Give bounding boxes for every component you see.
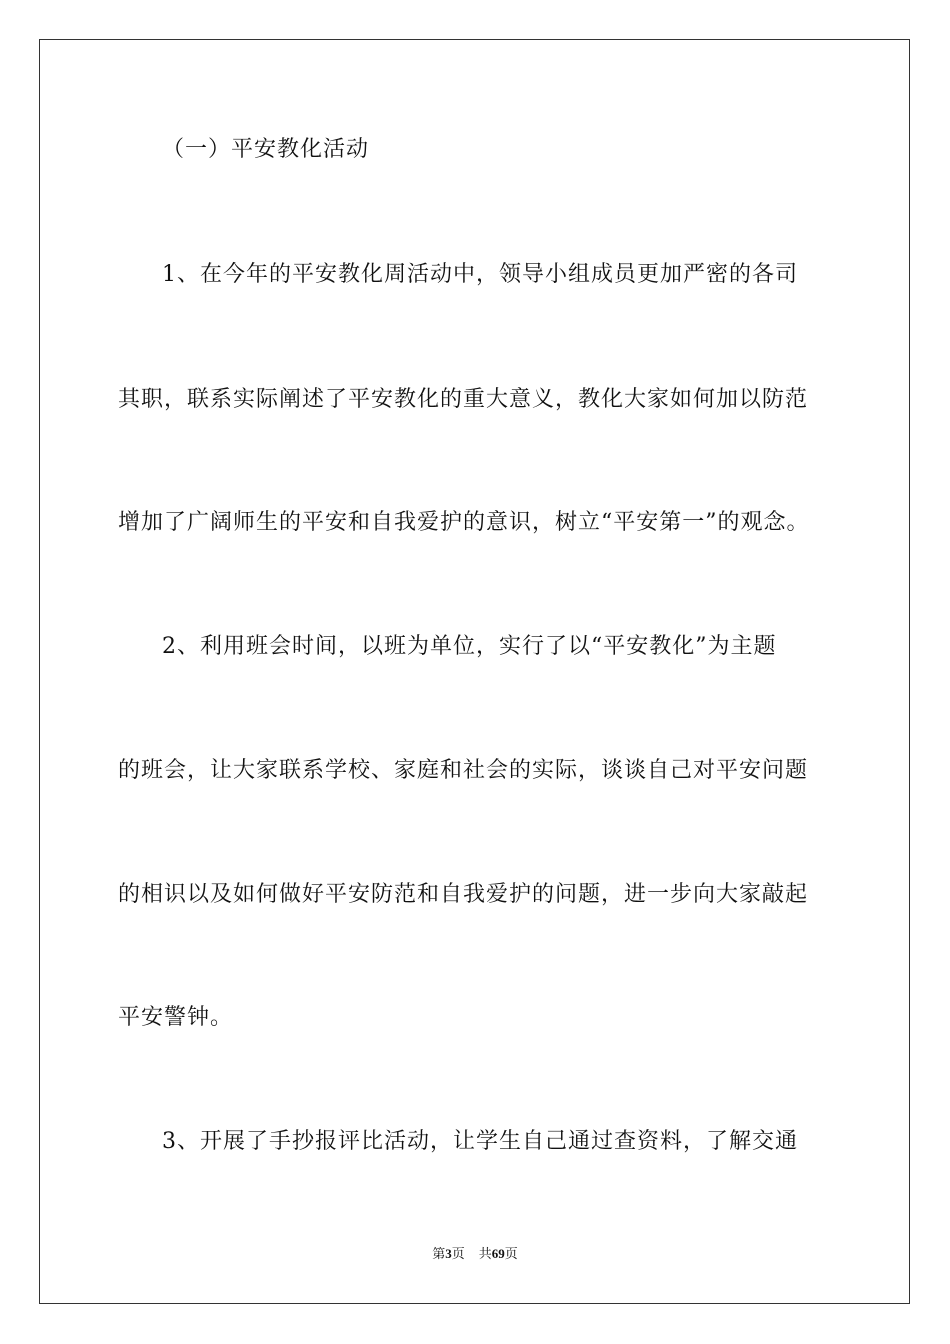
footer-prefix: 第 [432,1246,446,1261]
section-heading: （一）平安教化活动 [162,137,370,162]
footer-total-suffix: 页 [504,1246,518,1261]
page-footer [0,1245,950,1263]
paragraph-line: 增加了广阔师生的平安和自我爱护的意识，树立“平安第一”的观念。 [118,510,810,535]
paragraph-line: 平安警钟。 [118,1005,234,1030]
paragraph-line: 的班会，让大家联系学校、家庭和社会的实际，谈谈自己对平安问题 [118,758,809,783]
paragraph-line: 1、在今年的平安教化周活动中，领导小组成员更加严密的各司 [162,262,798,287]
footer-page-suffix: 页 [451,1246,465,1261]
paragraph-line: 其职，联系实际阐述了平安教化的重大意义，教化大家如何加以防范 [118,387,809,412]
total-pages-number: 69 [491,1246,505,1261]
paragraph-line: 的相识以及如何做好平安防范和自我爱护的问题，进一步向大家敲起 [118,882,809,907]
current-page-number: 3 [445,1246,452,1261]
footer-total-prefix: 共 [478,1246,492,1261]
paragraph-line: 3、开展了手抄报评比活动，让学生自己通过查资料，了解交通 [162,1129,798,1154]
paragraph-line: 2、利用班会时间，以班为单位，实行了以“平安教化”为主题 [162,634,777,659]
page-frame [39,39,910,1304]
